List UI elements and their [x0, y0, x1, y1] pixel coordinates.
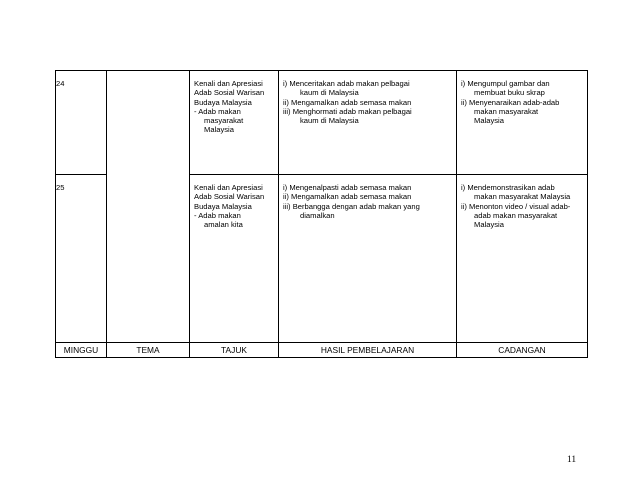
tajuk-line: Adab Sosial Warisan	[194, 88, 265, 98]
hasil-line: iii) Berbangga dengan adab makan yang	[283, 201, 420, 211]
header-minggu: MINGGU	[56, 343, 107, 358]
page-number: 11	[567, 455, 577, 465]
hasil-line: i) Mengenalpasti adab semasa makan	[283, 183, 412, 192]
cadangan-line: makan masyarakat Malaysia	[474, 192, 571, 202]
lesson-plan-table	[55, 70, 588, 358]
cadangan-line: makan masyarakat	[474, 106, 539, 116]
hasil-line: ii) Mengamalkan adab semasa makan	[283, 192, 412, 202]
tajuk-line: - Adab makan	[194, 210, 241, 220]
hasil-cell	[279, 71, 457, 175]
hasil-line: i) Menceritakan adab makan pelbagai	[283, 79, 410, 88]
cadangan-cell	[457, 71, 588, 175]
tajuk-line: masyarakat	[204, 116, 244, 126]
tema-cell	[107, 71, 190, 343]
cadangan-line: ii) Menyenaraikan adab-adab	[461, 97, 560, 107]
cadangan-line: i) Mendemonstrasikan adab	[461, 183, 555, 192]
cadangan-line: ii) Menonton video / visual adab-	[461, 201, 571, 211]
hasil-line: diamalkan	[300, 210, 335, 220]
cadangan-line: adab makan masyarakat	[474, 210, 558, 220]
cadangan-cell	[457, 175, 588, 343]
header-tema: TEMA	[107, 343, 190, 358]
header-hasil-pembelajaran: HASIL PEMBELAJARAN	[279, 343, 457, 358]
cadangan-line: Malaysia	[474, 116, 504, 126]
week-number: 25	[56, 175, 107, 343]
hasil-cell	[279, 175, 457, 343]
table-row	[56, 71, 588, 175]
tajuk-line: Kenali dan Apresiasi	[194, 79, 263, 88]
tajuk-line: Budaya Malaysia	[194, 97, 252, 107]
cadangan-line: i) Mengumpul gambar dan	[461, 79, 550, 88]
hasil-line: kaum di Malaysia	[300, 116, 359, 126]
week-number: 24	[56, 71, 107, 175]
hasil-line: kaum di Malaysia	[300, 88, 359, 98]
tajuk-cell	[190, 71, 279, 175]
table-header-row	[56, 343, 588, 358]
tajuk-line: Adab Sosial Warisan	[194, 192, 265, 202]
tajuk-line: Budaya Malaysia	[194, 201, 252, 211]
tajuk-line: Malaysia	[204, 125, 234, 135]
header-cadangan: CADANGAN	[457, 343, 588, 358]
hasil-line: ii) Mengamalkan adab semasa makan	[283, 97, 412, 107]
cadangan-line: membuat buku skrap	[474, 88, 545, 98]
cadangan-line: Malaysia	[474, 220, 504, 230]
tajuk-line: - Adab makan	[194, 106, 241, 116]
tajuk-cell	[190, 175, 279, 343]
tajuk-line: Kenali dan Apresiasi	[194, 183, 263, 192]
hasil-line: iii) Menghormati adab makan pelbagai	[283, 106, 412, 116]
header-tajuk: TAJUK	[190, 343, 279, 358]
tajuk-line: amalan kita	[204, 220, 243, 230]
